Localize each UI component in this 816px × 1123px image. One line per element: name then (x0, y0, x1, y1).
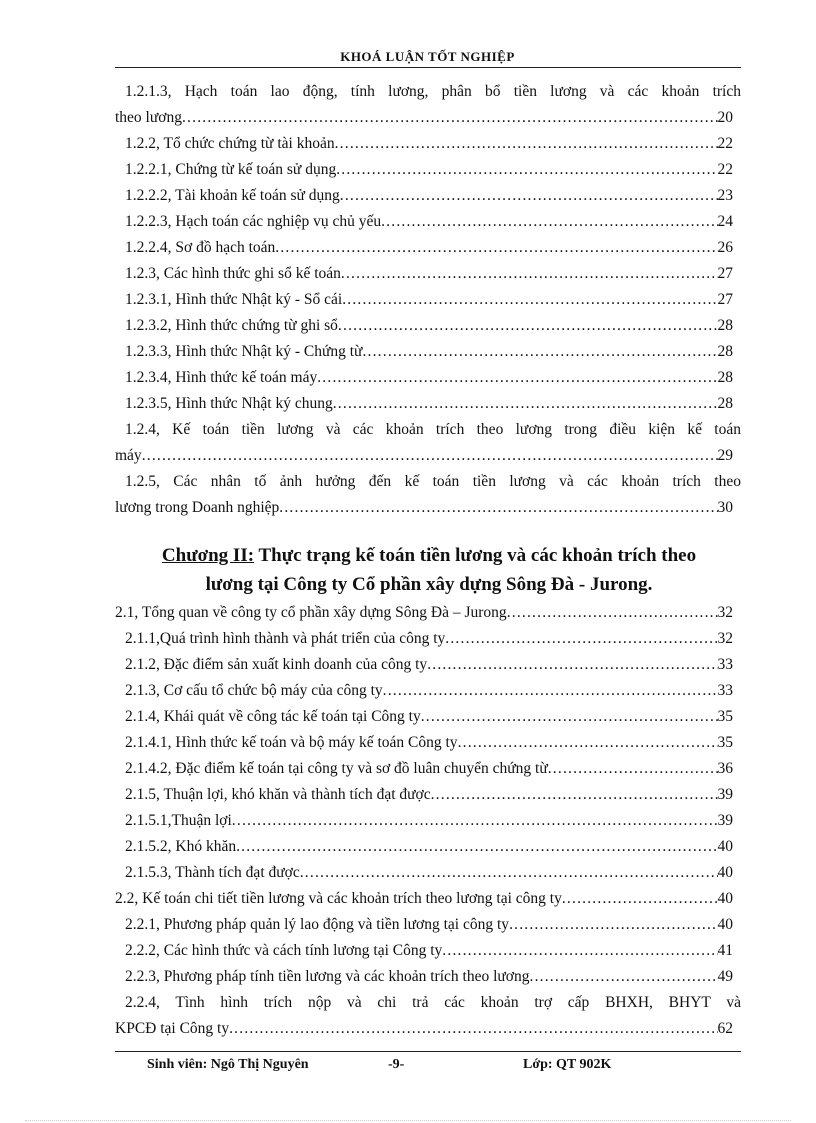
toc-entry-text: 1.2.3.5, Hình thức Nhật ký chung (125, 395, 333, 412)
toc-entry-text: 2.1.5.1,Thuận lợi (125, 812, 232, 829)
dot-leader (333, 394, 718, 414)
toc-entry-text: 2.1.3, Cơ cấu tổ chức bộ máy của công ty (125, 682, 383, 699)
chapter-number: Chương II: (161, 545, 255, 566)
dot-leader (317, 368, 717, 388)
toc-entry-text: 1.2.2, Tổ chức chứng từ tài khoản (125, 135, 335, 152)
footer-rule (115, 1051, 741, 1052)
toc-entry (125, 707, 733, 727)
toc-entry-text: 2.2.2, Các hình thức và cách tính lương tại Công ty (125, 942, 443, 959)
toc-page-number: 22 (717, 135, 733, 152)
toc-page-number: 40 (717, 890, 733, 907)
toc-entry (125, 967, 733, 987)
toc-entry-text: 2.1.4, Khái quát về công tác kế toán tại Công ty (125, 708, 421, 725)
toc-entry-text: 1.2.3, Các hình thức ghi sổ kế toán (125, 265, 341, 282)
toc-entry-text: máy (115, 447, 142, 464)
dot-leader (336, 160, 717, 180)
dot-leader (362, 342, 717, 362)
dot-leader (236, 837, 717, 857)
toc-entry (125, 655, 733, 675)
footer-page-number: -9- (388, 1057, 405, 1072)
toc-page-number: 28 (717, 317, 733, 334)
chapter-heading-line-1 (115, 541, 743, 570)
footer-student: Sinh viên: Ngô Thị Nguyên (147, 1057, 309, 1072)
toc-entry (125, 160, 733, 180)
dot-leader (507, 603, 718, 623)
dot-leader (548, 759, 718, 779)
dot-leader (229, 1019, 717, 1039)
toc-page-number: 39 (717, 786, 733, 803)
dot-leader (341, 264, 718, 284)
toc-page-number: 39 (717, 812, 733, 829)
toc-entry-text: 1.2.3.1, Hình thức Nhật ký - Sổ cái (125, 291, 343, 308)
toc-entry (125, 811, 733, 831)
dot-leader (142, 446, 718, 466)
toc-entry (125, 316, 733, 336)
toc-page-number: 28 (717, 369, 733, 386)
toc-entry-text: 2.1.1,Quá trình hình thành và phát triển của công ty (125, 630, 446, 647)
toc-entry-text: lương trong Doanh nghiệp (115, 499, 280, 516)
toc-page-number: 62 (717, 1020, 733, 1037)
dot-leader (530, 967, 718, 987)
toc-page-number: 24 (717, 213, 733, 230)
toc-entry-text: 2.2.1, Phương pháp quản lý lao động và tiền lương tại công ty (125, 916, 510, 933)
toc-page-number: 33 (717, 656, 733, 673)
toc-page-number: 49 (717, 968, 733, 985)
toc-page-number: 41 (717, 942, 733, 959)
toc-page-number: 35 (717, 708, 733, 725)
toc-entry-first-line: 1.2.5, Các nhân tố ảnh hưởng đến kế toán tiền lương và các khoản trích theo (125, 473, 741, 490)
dot-leader (338, 316, 718, 336)
toc-entry (125, 342, 733, 362)
dot-leader (381, 212, 717, 232)
chapter-title-part-2: lương tại Công ty Cổ phần xây dựng Sông Đà - Jurong. (205, 574, 653, 595)
footer-class: Lớp: QT 902K (523, 1057, 612, 1072)
header-rule (115, 67, 741, 68)
toc-page-number: 40 (717, 838, 733, 855)
page-header-title: KHOÁ LUẬN TỐT NGHIỆP (340, 49, 515, 64)
toc-entry-text: 1.2.2.2, Tài khoản kế toán sử dụng (125, 187, 340, 204)
toc-entry (125, 629, 733, 649)
toc-entry (125, 368, 733, 388)
toc-entry (125, 915, 733, 935)
dot-leader (421, 707, 718, 727)
toc-page-number: 28 (717, 343, 733, 360)
toc-page-number: 36 (717, 760, 733, 777)
toc-entry-text: 1.2.3.2, Hình thức chứng từ ghi sổ (125, 317, 338, 334)
toc-entry (125, 837, 733, 857)
dot-leader (300, 863, 718, 883)
toc-entry-text: 2.1.2, Đặc điểm sản xuất kinh doanh của công ty (125, 656, 428, 673)
toc-entry-first-line: 1.2.4, Kế toán tiền lương và các khoản trích theo lương trong điều kiện kế toán (125, 421, 741, 438)
toc-page-number: 32 (717, 630, 733, 647)
dot-leader (182, 108, 718, 128)
toc-page-number: 23 (717, 187, 733, 204)
toc-page-number: 22 (717, 161, 733, 178)
toc-entry-text: 2.1, Tổng quan về công ty cổ phần xây dựng Sông Đà – Jurong (115, 604, 507, 621)
toc-entry (125, 785, 733, 805)
chapter-title-part-1: Thực trạng kế toán tiền lương và các khoản trích theo (258, 545, 697, 566)
chapter-heading (115, 541, 743, 599)
toc-page-number: 35 (717, 734, 733, 751)
toc-entry-first-line: 1.2.1.3, Hạch toán lao động, tính lương, phân bổ tiền lương và các khoản trích (125, 83, 741, 100)
toc-entry (115, 603, 733, 623)
dot-leader (279, 498, 717, 518)
dot-leader (275, 238, 717, 258)
toc-entry (125, 681, 733, 701)
dot-leader (509, 915, 717, 935)
dot-leader (431, 785, 718, 805)
toc-entry (125, 186, 733, 206)
toc-page-number: 29 (717, 447, 733, 464)
dot-leader (342, 290, 717, 310)
toc-entry-text: theo lương (115, 109, 182, 126)
toc-page-number: 40 (717, 864, 733, 881)
dot-leader (383, 681, 718, 701)
toc-entry (115, 108, 733, 128)
toc-page-number: 33 (717, 682, 733, 699)
toc-entry-text: 1.2.3.4, Hình thức kế toán máy (125, 369, 318, 386)
toc-entry-text: 1.2.2.3, Hạch toán các nghiệp vụ chủ yếu (125, 213, 382, 230)
toc-page-number: 20 (717, 109, 733, 126)
toc-entry (115, 446, 733, 466)
toc-page-number: 30 (717, 499, 733, 516)
dot-leader (445, 629, 717, 649)
toc-entry (125, 264, 733, 284)
toc-entry-text: 2.1.5.2, Khó khăn (125, 838, 237, 855)
dot-leader (340, 186, 718, 206)
toc-page-number: 28 (717, 395, 733, 412)
dot-leader (562, 889, 718, 909)
toc-entry (125, 394, 733, 414)
toc-page-number: 27 (717, 291, 733, 308)
page-bottom-edge (25, 1120, 791, 1121)
toc-entry-text: KPCĐ tại Công ty (115, 1020, 230, 1037)
toc-entry-text: 2.1.5, Thuận lợi, khó khăn và thành tích đạt được (125, 786, 431, 803)
dot-leader (427, 655, 717, 675)
toc-entry-text: 1.2.2.4, Sơ đồ hạch toán (125, 239, 276, 256)
toc-entry (125, 212, 733, 232)
toc-entry (125, 941, 733, 961)
toc-entry-text: 1.2.2.1, Chứng từ kế toán sử dụng (125, 161, 337, 178)
toc-entry (125, 134, 733, 154)
dot-leader (458, 733, 718, 753)
dot-leader (442, 941, 717, 961)
toc-entry (115, 1019, 733, 1039)
toc-entry-text: 2.2.3, Phương pháp tính tiền lương và các khoản trích theo lương (125, 968, 530, 985)
toc-page-number: 27 (717, 265, 733, 282)
toc-page-number: 26 (717, 239, 733, 256)
toc-entry (125, 238, 733, 258)
toc-page-number: 32 (717, 604, 733, 621)
toc-entry-text: 2.1.4.2, Đặc điểm kế toán tại công ty và sơ đồ luân chuyển chứng từ (125, 760, 548, 777)
toc-entry (125, 290, 733, 310)
toc-entry-text: 2.1.4.1, Hình thức kế toán và bộ máy kế toán Công ty (125, 734, 458, 751)
toc-entry-text: 1.2.3.3, Hình thức Nhật ký - Chứng từ (125, 343, 363, 360)
dot-leader (232, 811, 718, 831)
dot-leader (335, 134, 718, 154)
toc-entry (115, 498, 733, 518)
toc-entry (125, 863, 733, 883)
toc-entry (125, 733, 733, 753)
toc-entry (115, 889, 733, 909)
toc-entry-text: 2.1.5.3, Thành tích đạt được (125, 864, 300, 881)
toc-entry-text: 2.2, Kế toán chi tiết tiền lương và các khoản trích theo lương tại công ty (115, 890, 562, 907)
toc-entry (125, 759, 733, 779)
toc-page-number: 40 (717, 916, 733, 933)
toc-entry-first-line: 2.2.4, Tình hình trích nộp và chi trả các khoản trợ cấp BHXH, BHYT và (125, 994, 741, 1011)
